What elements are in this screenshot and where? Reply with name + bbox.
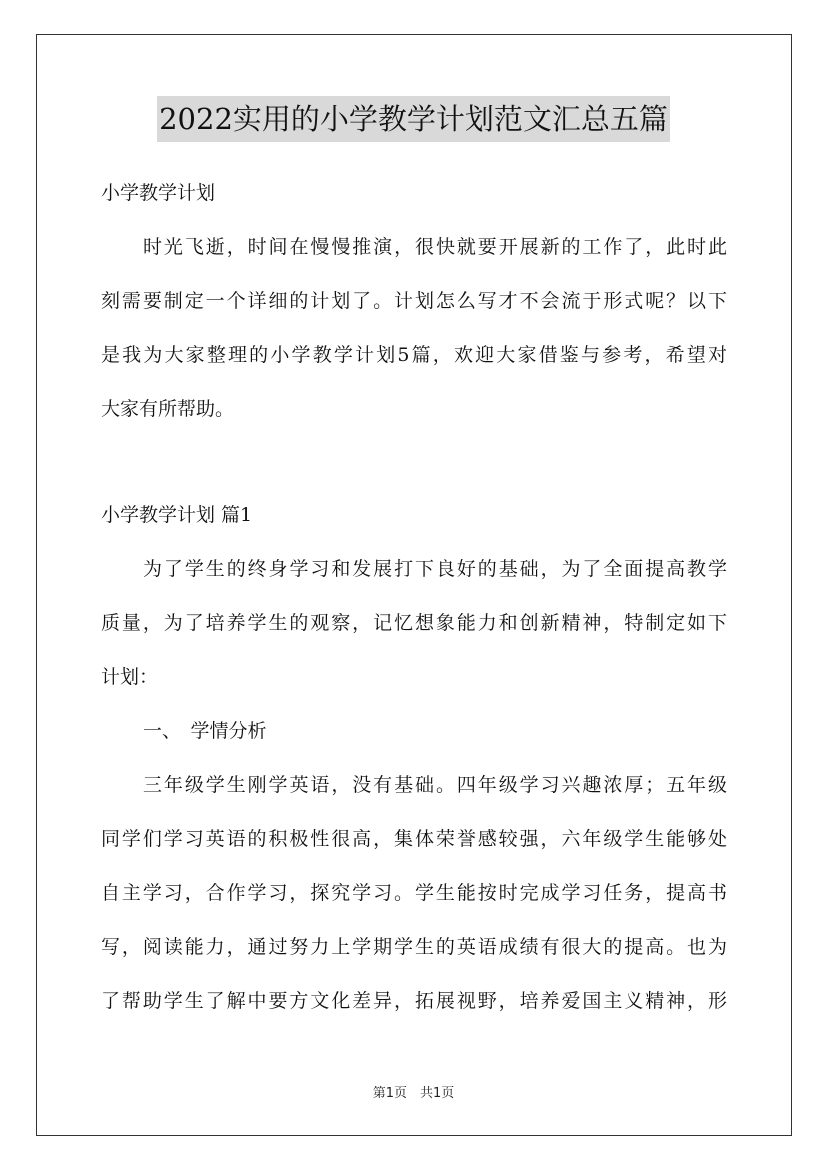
paragraph-line: 大家有所帮助。 [101, 398, 235, 420]
intro-heading: 小学教学计划 [101, 182, 216, 204]
paragraph-line: 时光飞逝，时间在慢慢推演，很快就要开展新的工作了，此时此 [143, 236, 727, 258]
section-heading: 小学教学计划 篇1 [101, 504, 253, 526]
title-container [0, 96, 827, 142]
document-title: 2022实用的小学教学计划范文汇总五篇 [157, 96, 670, 142]
page-footer [0, 1082, 827, 1101]
subheading: 一、 学情分析 [143, 720, 267, 742]
paragraph-line: 质量，为了培养学生的观察，记忆想象能力和创新精神，特制定如下 [101, 612, 727, 634]
paragraph-line: 三年级学生刚学英语，没有基础。四年级学习兴趣浓厚；五年级 [143, 774, 727, 796]
section-gap [101, 436, 727, 488]
paragraph-line: 同学们学习英语的积极性很高，集体荣誉感较强，六年级学生能够处 [101, 828, 727, 850]
paragraph-line: 刻需要制定一个详细的计划了。计划怎么写才不会流于形式呢？以下 [101, 290, 727, 312]
page-number: 第1页 共1页 [372, 1086, 455, 1101]
paragraph-line: 是我为大家整理的小学教学计划5篇，欢迎大家借鉴与参考，希望对 [101, 344, 727, 366]
paragraph-line: 为了学生的终身学习和发展打下良好的基础，为了全面提高教学 [143, 558, 727, 580]
paragraph-line: 了帮助学生了解中要方文化差异，拓展视野，培养爱国主义精神，形 [101, 990, 727, 1012]
paragraph-line: 自主学习，合作学习，探究学习。学生能按时完成学习任务，提高书 [101, 882, 727, 904]
paragraph-line: 写，阅读能力，通过努力上学期学生的英语成绩有很大的提高。也为 [101, 936, 727, 958]
document-body [101, 166, 727, 1028]
paragraph-line: 计划： [101, 666, 159, 688]
